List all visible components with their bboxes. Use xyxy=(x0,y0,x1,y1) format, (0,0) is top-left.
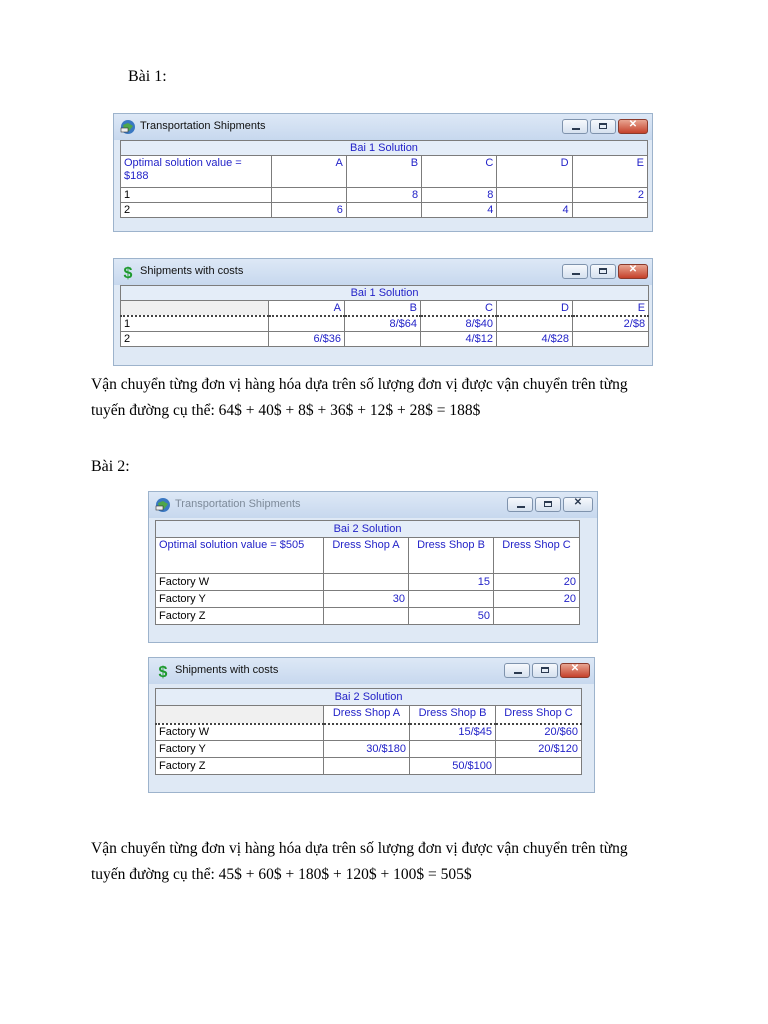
grid-cell[interactable] xyxy=(324,608,409,625)
grid-cell[interactable]: 4 xyxy=(422,203,497,218)
grid-cell[interactable]: 4/$12 xyxy=(421,332,497,347)
grid-cell[interactable] xyxy=(324,574,409,591)
table-row xyxy=(156,574,580,591)
table-row xyxy=(121,332,649,347)
dollar-icon xyxy=(155,663,171,679)
globe-truck-icon xyxy=(120,119,136,135)
minimize-icon xyxy=(517,506,525,508)
col-header: B xyxy=(346,156,421,188)
maximize-icon xyxy=(599,268,607,274)
col-header: E xyxy=(572,156,647,188)
minimize-button[interactable] xyxy=(562,264,588,279)
table-row xyxy=(156,758,582,775)
grid-cell[interactable] xyxy=(497,188,572,203)
minimize-icon xyxy=(572,128,580,130)
table-row xyxy=(121,188,648,203)
close-icon: ✕ xyxy=(628,119,638,130)
grid-cell[interactable]: 8/$40 xyxy=(421,316,497,332)
bai2-transport-titlebar[interactable] xyxy=(149,492,597,518)
row-label: 1 xyxy=(121,316,269,332)
row-label: Factory Z xyxy=(156,608,324,625)
grid-cell[interactable]: 50 xyxy=(409,608,494,625)
table-row xyxy=(156,591,580,608)
optimal-value-label: Optimal solution value = $188 xyxy=(121,156,272,188)
grid-cell[interactable]: 20/$120 xyxy=(496,741,582,758)
grid-cell[interactable]: 20 xyxy=(494,591,580,608)
grid-cell[interactable] xyxy=(410,741,496,758)
grid-cell[interactable]: 15/$45 xyxy=(410,724,496,741)
row-label: Factory Z xyxy=(156,758,324,775)
row-label: Factory Y xyxy=(156,741,324,758)
grid-cell[interactable] xyxy=(573,332,649,347)
grid-cell[interactable] xyxy=(572,203,647,218)
table-row xyxy=(121,203,648,218)
bai2-costs-titlebar[interactable] xyxy=(149,658,594,684)
col-header: D xyxy=(497,301,573,317)
grid-caption: Bai 2 Solution xyxy=(156,521,580,538)
grid-cell[interactable]: 30 xyxy=(324,591,409,608)
bai2-costs-grid xyxy=(155,688,582,775)
grid-caption: Bai 1 Solution xyxy=(121,286,649,301)
col-header: A xyxy=(271,156,346,188)
grid-caption: Bai 2 Solution xyxy=(156,689,582,706)
bai1-transport-grid xyxy=(120,140,648,218)
grid-cell[interactable] xyxy=(496,758,582,775)
grid-cell[interactable]: 8/$64 xyxy=(345,316,421,332)
col-header: C xyxy=(421,301,497,317)
col-header: B xyxy=(345,301,421,317)
minimize-button[interactable] xyxy=(507,497,533,512)
bai1-transport-titlebar[interactable] xyxy=(114,114,652,140)
minimize-icon xyxy=(572,273,580,275)
bai1-heading: Bài 1: xyxy=(128,68,167,85)
svg-text:$: $ xyxy=(158,664,168,679)
maximize-icon xyxy=(544,501,552,507)
grid-cell[interactable]: 8 xyxy=(346,188,421,203)
col-header: D xyxy=(497,156,572,188)
grid-cell[interactable]: 20 xyxy=(494,574,580,591)
col-header: E xyxy=(573,301,649,317)
grid-cell[interactable]: 50/$100 xyxy=(410,758,496,775)
col-header: Dress Shop C xyxy=(494,538,580,574)
grid-cell[interactable]: 15 xyxy=(409,574,494,591)
window-title: Shipments with costs xyxy=(140,265,244,277)
grid-cell[interactable] xyxy=(271,188,346,203)
dollar-icon xyxy=(120,264,136,280)
bai2-transport-grid xyxy=(155,520,580,625)
grid-cell[interactable]: 2/$8 xyxy=(573,316,649,332)
grid-caption: Bai 1 Solution xyxy=(121,141,648,156)
row-label: Factory W xyxy=(156,574,324,591)
grid-cell[interactable] xyxy=(324,724,410,741)
col-header: Dress Shop B xyxy=(410,706,496,724)
paragraph-line: Vận chuyển từng đơn vị hàng hóa dựa trên số lượng đơn vị được vận chuyển trên từng xyxy=(91,840,628,857)
grid-cell[interactable]: 4 xyxy=(497,203,572,218)
col-header: C xyxy=(422,156,497,188)
grid-cell[interactable]: 8 xyxy=(422,188,497,203)
grid-cell[interactable] xyxy=(497,316,573,332)
row-label: 2 xyxy=(121,332,269,347)
table-row xyxy=(156,724,582,741)
maximize-button[interactable] xyxy=(590,119,616,134)
svg-text:$: $ xyxy=(123,265,133,280)
grid-cell[interactable]: 6 xyxy=(271,203,346,218)
table-row xyxy=(156,608,580,625)
bai2-transport-window xyxy=(148,491,598,643)
close-button[interactable] xyxy=(563,497,593,512)
maximize-button[interactable] xyxy=(535,497,561,512)
col-header: Dress Shop A xyxy=(324,538,409,574)
maximize-button[interactable] xyxy=(590,264,616,279)
col-header: A xyxy=(269,301,345,317)
table-row xyxy=(121,316,649,332)
paragraph-line: tuyến đường cụ thể: 45$ + 60$ + 180$ + 120$ + 100$ = 505$ xyxy=(91,866,472,883)
close-icon: ✕ xyxy=(570,663,580,674)
close-button[interactable] xyxy=(560,663,590,678)
grid-cell[interactable] xyxy=(494,608,580,625)
grid-cell[interactable]: 6/$36 xyxy=(269,332,345,347)
grid-cell[interactable]: 2 xyxy=(572,188,647,203)
col-header: Dress Shop A xyxy=(324,706,410,724)
corner-cell xyxy=(156,706,324,724)
col-header: Dress Shop C xyxy=(496,706,582,724)
grid-cell[interactable] xyxy=(409,591,494,608)
window-title: Shipments with costs xyxy=(175,664,279,676)
bai1-explanation xyxy=(91,372,691,424)
bai1-transport-window xyxy=(113,113,653,232)
grid-cell[interactable] xyxy=(324,758,410,775)
grid-cell[interactable] xyxy=(346,203,421,218)
bai2-explanation xyxy=(91,836,691,888)
bai1-costs-window xyxy=(113,258,653,366)
grid-cell[interactable]: 30/$180 xyxy=(324,741,410,758)
grid-cell[interactable] xyxy=(345,332,421,347)
paragraph-line: Vận chuyển từng đơn vị hàng hóa dựa trên số lượng đơn vị được vận chuyển trên từng xyxy=(91,376,628,393)
row-label: Factory Y xyxy=(156,591,324,608)
row-label: 1 xyxy=(121,188,272,203)
globe-truck-icon xyxy=(155,497,171,513)
minimize-icon xyxy=(514,672,522,674)
window-title: Transportation Shipments xyxy=(140,120,266,132)
maximize-button[interactable] xyxy=(532,663,558,678)
row-label: Factory W xyxy=(156,724,324,741)
maximize-icon xyxy=(541,667,549,673)
corner-cell xyxy=(121,301,269,317)
close-button[interactable] xyxy=(618,264,648,279)
window-title: Transportation Shipments xyxy=(175,498,301,510)
col-header: Dress Shop B xyxy=(409,538,494,574)
grid-cell[interactable] xyxy=(269,316,345,332)
minimize-button[interactable] xyxy=(562,119,588,134)
close-icon: ✕ xyxy=(573,497,583,508)
grid-cell[interactable]: 4/$28 xyxy=(497,332,573,347)
paragraph-line: tuyến đường cụ thể: 64$ + 40$ + 8$ + 36$ + 12$ + 28$ = 188$ xyxy=(91,402,481,419)
maximize-icon xyxy=(599,123,607,129)
close-button[interactable] xyxy=(618,119,648,134)
minimize-button[interactable] xyxy=(504,663,530,678)
bai1-costs-grid xyxy=(120,285,649,347)
bai2-heading: Bài 2: xyxy=(91,458,130,475)
close-icon: ✕ xyxy=(628,264,638,275)
row-label: 2 xyxy=(121,203,272,218)
bai1-costs-titlebar[interactable] xyxy=(114,259,652,285)
bai2-costs-window xyxy=(148,657,595,793)
optimal-value-label: Optimal solution value = $505 xyxy=(156,538,324,574)
grid-cell[interactable]: 20/$60 xyxy=(496,724,582,741)
table-row xyxy=(156,741,582,758)
